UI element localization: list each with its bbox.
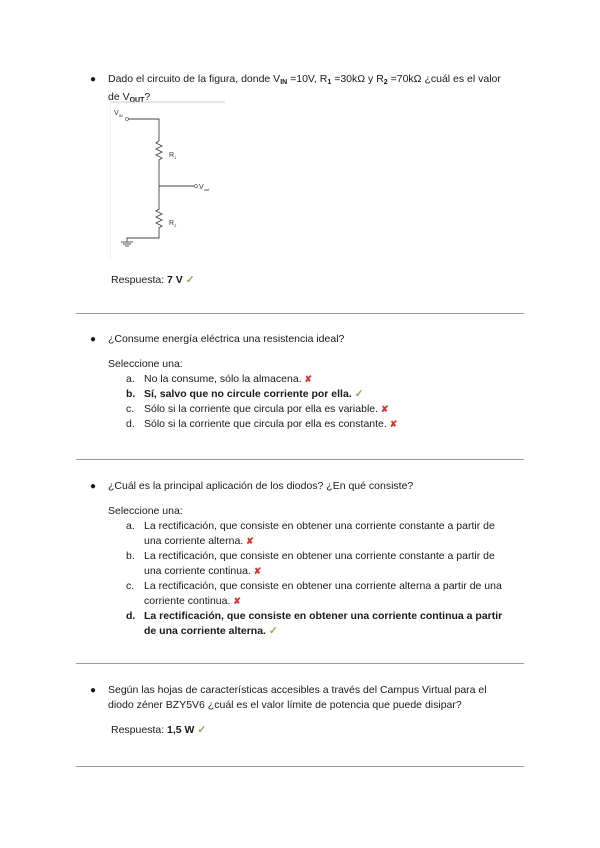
cross-icon: ✘ [233,596,241,606]
question-3-text: ¿Cuál es la principal aplicación de los diodos? ¿En qué consiste? [108,480,414,492]
r2-label: $R_2$ [169,220,177,228]
cross-icon: ✘ [246,536,254,546]
bullet: ● [90,74,97,85]
r1-label: $R_1$ [169,152,177,160]
r2-resistor [127,186,162,242]
select-label: Seleccione una: [108,505,183,517]
answer-value: 1,5 W [167,724,195,736]
option-a[interactable]: a. La rectificación, que consiste en obtener una corriente constante a partir de una corriente alterna. ✘ [126,520,495,547]
divider [76,663,524,664]
check-icon: ✓ [185,274,195,286]
vin-label: $V_{IN}$ [114,110,123,118]
question-4-text: Según las hojas de características accesibles a través del Campus Virtual para el diodo zéner BZY5V6 ¿cuál es el valor límite de potencia que puede disipar? [108,684,487,711]
ground-symbol [121,242,133,246]
option-d[interactable]: d. Sólo si la corriente que circula por ella es constante. ✘ [126,418,398,430]
answer-value: 7 V [167,274,183,286]
option-d[interactable]: d. La rectificación, que consiste en obtener una corriente continua a partir de una corriente alterna. ✓ [126,610,503,637]
option-c[interactable]: c. Sólo si la corriente que circula por ella es variable. ✘ [126,403,389,415]
option-a[interactable]: a. No la consume, sólo la almacena. ✘ [126,373,313,385]
check-icon: ✓ [354,388,364,400]
question-2 [78,332,528,432]
bullet: ● [90,685,97,696]
option-b[interactable]: b. La rectificación, que consiste en obtener una corriente constante a partir de una corriente continua. ✘ [126,550,495,577]
question-4 [78,683,528,738]
vout-terminal [195,185,198,188]
question-4-answer: Respuesta: 1,5 W ✓ [111,724,207,736]
check-icon: ✓ [197,724,207,736]
question-2-text: ¿Consume energía eléctrica una resistencia ideal? [108,333,345,345]
bullet: ● [90,334,97,345]
divider [76,313,524,314]
option-b[interactable]: b. Sí, salvo que no circule corriente por ella. ✓ [126,388,364,400]
question-1-text: Dado el circuito de la figura, donde $V_{IN} =10V$, $R_1 =30k\Omega$ y $R_2 =70k\Omega$ ¿cuál es el valor de $V_{OUT}$? [108,73,501,104]
question-3 [78,479,528,639]
vout-label: $V_{out}$ [199,184,210,192]
cross-icon: ✘ [380,404,389,414]
cross-icon: ✘ [304,374,313,384]
cross-icon: ✘ [389,419,398,429]
select-label: Seleccione una: [108,358,183,370]
divider [76,459,524,460]
circuit-diagram [110,101,230,261]
cross-icon: ✘ [253,566,262,576]
divider [76,766,524,767]
check-icon: ✓ [268,625,278,637]
options-list [108,372,528,432]
question-1-answer: Respuesta: 7 V ✓ [111,274,195,286]
r1-resistor [156,141,162,186]
option-c[interactable]: c. La rectificación, que consiste en obtener una corriente alterna a partir de una corriente continua. ✘ [126,580,502,607]
options-list [108,519,528,639]
bullet: ● [90,481,97,492]
